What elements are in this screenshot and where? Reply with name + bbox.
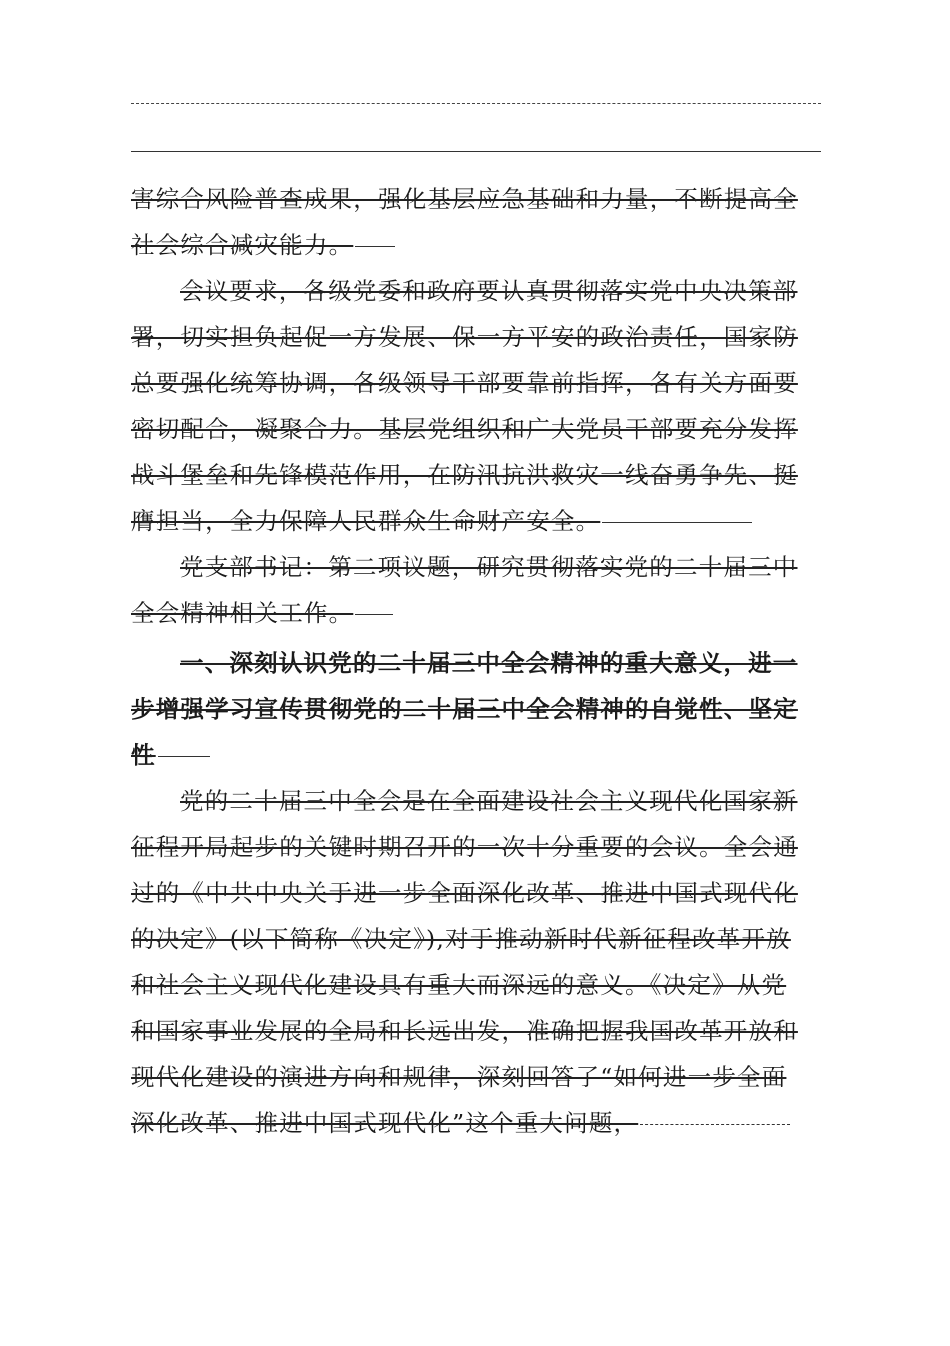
text-line: 害综合风险普查成果，强化基层应急基础和力量，不断提高全: [131, 185, 798, 213]
text-line-wrap: [131, 222, 821, 268]
text-line: 膺担当，全力保障人民群众生命财产安全。: [131, 507, 601, 535]
text-line: 和社会主义现代化建设具有重大而深远的意义。《决定》从党: [131, 971, 787, 999]
text-line: 党支部书记：第二项议题，研究贯彻落实党的二十届三中: [180, 553, 798, 581]
top-solid-rule: [131, 151, 821, 152]
paragraph-1: [131, 176, 821, 268]
top-dashed-rule: [131, 103, 821, 104]
heading-line: 性: [131, 741, 156, 769]
text-line: 过的《中共中央关于进一步全面深化改革、推进中国式现代化: [131, 879, 798, 907]
strike-tail: [355, 246, 395, 247]
heading-line-wrap: [131, 732, 821, 778]
text-line: 会议要求，各级党委和政府要认真贯彻落实党中央决策部: [180, 277, 798, 305]
text-line: 密切配合，凝聚合力。基层党组织和广大党员干部要充分发挥: [131, 415, 798, 443]
text-line-wrap: [131, 498, 821, 544]
text-line-wrap: [131, 590, 821, 636]
text-line: 全会精神相关工作。: [131, 599, 354, 627]
section-heading-1: [131, 640, 821, 778]
text-line: 和国家事业发展的全局和长远出发，准确把握我国改革开放和: [131, 1017, 798, 1045]
paragraph-3: [131, 544, 821, 636]
text-line: 社会综合减灾能力。: [131, 231, 354, 259]
text-line: 的决定》(以下简称《决定》),对于推动新时代新征程改革开放: [131, 925, 791, 953]
text-line: 总要强化统筹协调，各级领导干部要靠前指挥，各有关方面要: [131, 369, 798, 397]
text-line: 战斗堡垒和先锋模范作用，在防汛抗洪救灾一线奋勇争先、挺: [131, 461, 798, 489]
text-line: 党的二十届三中全会是在全面建设社会主义现代化国家新: [180, 787, 798, 815]
text-line: 署，切实担负起促一方发展、保一方平安的政治责任，国家防: [131, 323, 798, 351]
heading-line: 一、深刻认识党的二十届三中全会精神的重大意义，进一: [180, 649, 798, 677]
strike-tail: [158, 756, 210, 757]
strike-tail: [355, 614, 393, 615]
text-line: 深化改革、推进中国式现代化”这个重大问题，: [131, 1109, 639, 1137]
text-line: 征程开局起步的关键时期召开的一次十分重要的会议。全会通: [131, 833, 798, 861]
strike-tail: [602, 522, 752, 523]
text-line-wrap: [131, 1100, 821, 1146]
paragraph-4: [131, 778, 821, 1146]
text-line: 现代化建设的演进方向和规律，深刻回答了“如何进一步全面: [131, 1063, 787, 1091]
strike-tail: [640, 1124, 790, 1125]
paragraph-2: [131, 268, 821, 544]
heading-line: 步增强学习宣传贯彻党的二十届三中全会精神的自觉性、坚定: [131, 695, 798, 723]
